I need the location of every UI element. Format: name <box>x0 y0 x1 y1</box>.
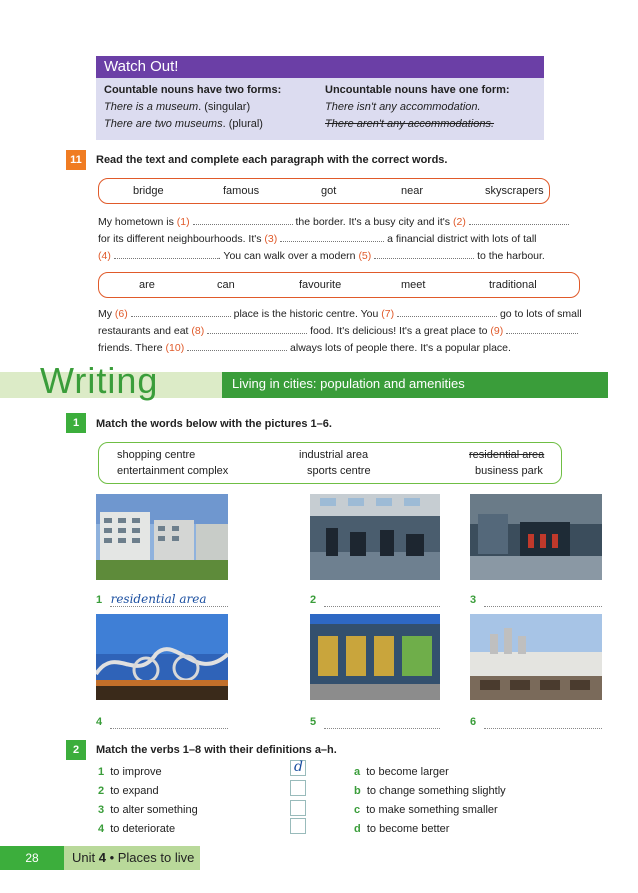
answer-box[interactable] <box>290 800 306 816</box>
verb-item: 4 to deteriorate <box>98 823 176 835</box>
exercise-number-badge: 2 <box>66 740 86 760</box>
answer-box[interactable] <box>290 760 306 776</box>
word-box-1 <box>98 178 550 204</box>
paragraph-line: restaurants and eat (8) food. It's delicious! It's a great place to (9) <box>98 323 582 340</box>
answer-box[interactable] <box>290 818 306 834</box>
answer-blank[interactable] <box>280 231 384 242</box>
paragraph-line: friends. There (10) always lots of people there. It's a popular place. <box>98 342 511 354</box>
word-option: bridge <box>133 185 164 197</box>
picture-label-6: 6 <box>470 712 602 730</box>
photo-industrial-area <box>470 614 602 700</box>
answer-blank[interactable] <box>193 214 293 225</box>
answer-blank[interactable] <box>114 248 218 259</box>
answer-line[interactable] <box>324 596 440 607</box>
uncountable-example-2: There aren't any accommodations. <box>325 118 495 130</box>
answer-blank[interactable] <box>374 248 474 259</box>
handwritten-answer: d <box>294 759 303 775</box>
paragraph-1 <box>98 214 569 265</box>
verb-item: 2 to expand <box>98 785 159 797</box>
word-option: shopping centre <box>117 449 196 461</box>
paragraph-line: for its different neighbourhoods. It's (3) a financial district with lots of tall <box>98 233 537 245</box>
answer-line[interactable] <box>484 718 602 729</box>
exercise-instruction: Read the text and complete each paragraph with the correct words. <box>96 154 448 166</box>
word-box <box>98 442 562 484</box>
paragraph-line: (4) . You can walk over a modern (5) to the harbour. <box>98 250 545 262</box>
picture-label-5: 5 <box>310 712 440 730</box>
handwritten-answer: residential area <box>110 592 207 606</box>
answer-blank[interactable] <box>506 323 578 334</box>
answer-blank[interactable] <box>207 323 307 334</box>
answer-blank[interactable] <box>469 214 569 225</box>
exercise-instruction: Match the words below with the pictures 1–6. <box>96 418 332 430</box>
picture-label-2: 2 <box>310 590 440 608</box>
word-option: favourite <box>299 279 342 291</box>
photo-business-park <box>310 614 440 700</box>
word-option: famous <box>223 185 260 197</box>
exercise-number-badge: 11 <box>66 150 86 170</box>
definition-item: c to make something smaller <box>354 804 498 816</box>
countable-example-2: There are two museums. (plural) <box>104 118 263 130</box>
word-option: got <box>321 185 337 197</box>
word-option: skyscrapers <box>485 185 544 197</box>
word-option: residential area <box>469 449 545 461</box>
photo-sports-centre <box>310 494 440 580</box>
word-option: sports centre <box>307 465 371 477</box>
unit-title: Unit 4 • Places to live <box>72 850 195 865</box>
verb-item: 1 to improve <box>98 766 162 778</box>
paragraph-2 <box>98 306 582 357</box>
word-box-2 <box>98 272 580 298</box>
picture-label-4: 4 <box>96 712 228 730</box>
answer-box[interactable] <box>290 780 306 796</box>
photo-residential-area <box>96 494 228 580</box>
page-number: 28 <box>0 846 64 870</box>
uncountable-header: Uncountable nouns have one form: <box>325 84 510 96</box>
definition-item: b to change something slightly <box>354 785 506 797</box>
photo-shopping-centre <box>470 494 602 580</box>
definition-item: a to become larger <box>354 766 449 778</box>
word-option: near <box>401 185 424 197</box>
paragraph-line: My hometown is (1) the border. It's a busy city and it's (2) <box>98 214 569 231</box>
answer-line[interactable] <box>110 718 228 729</box>
answer-blank[interactable] <box>131 306 231 317</box>
exercise-number-badge: 1 <box>66 413 86 433</box>
word-option: industrial area <box>299 449 369 461</box>
word-option: traditional <box>489 279 537 291</box>
word-option: meet <box>401 279 426 291</box>
paragraph-line: My (6) place is the historic centre. You (7) go to lots of small <box>98 308 582 320</box>
picture-label-1: 1 residential area <box>96 590 228 608</box>
section-subtitle: Living in cities: population and amenities <box>232 376 465 391</box>
section-title: Writing <box>40 360 159 401</box>
word-option: are <box>139 279 155 291</box>
word-option: entertainment complex <box>117 465 229 477</box>
answer-line[interactable] <box>324 718 440 729</box>
answer-line[interactable] <box>484 596 602 607</box>
exercise-instruction: Match the verbs 1–8 with their definitions a–h. <box>96 744 337 756</box>
picture-label-3: 3 <box>470 590 602 608</box>
watch-out-title: Watch Out! <box>96 56 544 78</box>
answer-blank[interactable] <box>187 340 287 351</box>
photo-entertainment-complex <box>96 614 228 700</box>
answer-blank[interactable] <box>397 306 497 317</box>
countable-example-1: There is a museum. (singular) <box>104 101 251 113</box>
definition-item: d to become better <box>354 823 450 835</box>
uncountable-example-1: There isn't any accommodation. <box>325 101 481 113</box>
word-option: business park <box>475 465 543 477</box>
verb-item: 3 to alter something <box>98 804 198 816</box>
answer-line[interactable] <box>110 596 228 607</box>
word-option: can <box>217 279 235 291</box>
countable-header: Countable nouns have two forms: <box>104 84 282 96</box>
